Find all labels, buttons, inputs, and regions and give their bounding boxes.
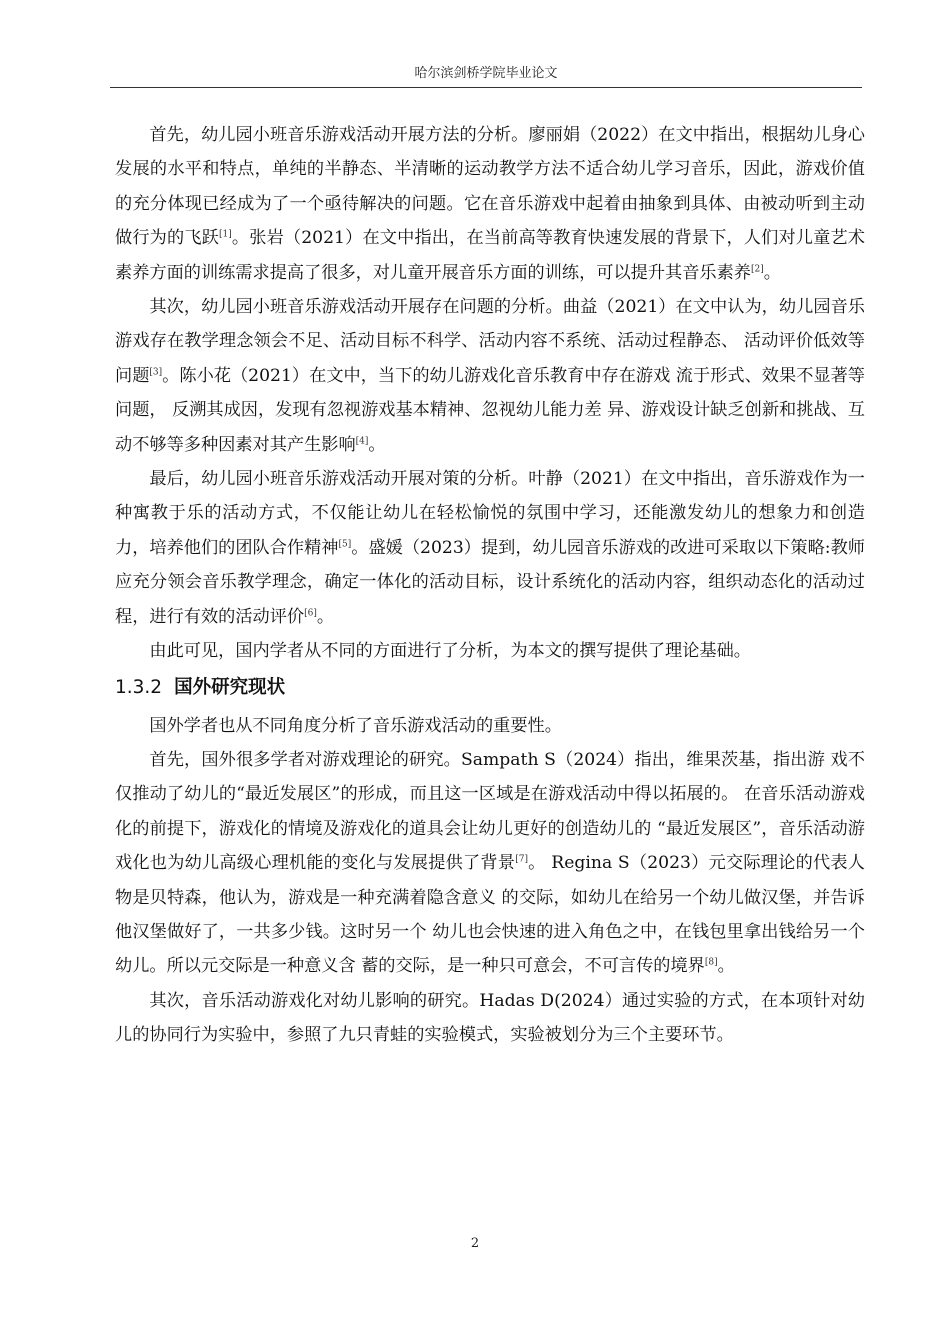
- paragraph: 由此可见，国内学者从不同的方面进行了分析，为本文的撰写提供了理论基础。: [149, 641, 751, 662]
- section-title: 国外研究现状: [174, 676, 286, 698]
- citation[interactable]: [2]: [750, 263, 764, 274]
- citation[interactable]: [5]: [338, 539, 352, 550]
- citation[interactable]: [4]: [355, 435, 369, 446]
- document-body: [115, 118, 865, 1053]
- citation[interactable]: [8]: [704, 957, 718, 968]
- section-number: 1.3.2: [115, 676, 163, 698]
- running-header: 哈尔滨剑桥学院毕业论文: [414, 66, 558, 81]
- citation[interactable]: [1]: [219, 229, 232, 240]
- paragraph: 首先，国外很多学者对游戏理论的研究。Sampath S（2024）指出，维果茨基，指出游 戏不仅推动了幼儿的“最近发展区”的形成，而且这一区域是在游戏活动中得以拓展的。 在音乐活动游戏化的前提下，游戏化的情境及游戏化的道具会让幼儿更好的创造幼儿的 “最近发展区”，音乐活动游戏化也为幼儿高级心理机能的变化与发展提供了背景[7]。 Regina S（2023）元交际理论的代表人物是贝特森，他认为，游戏是一种充满着隐含意义 的交际，如幼儿在给另一个幼儿做汉堡，并告诉他汉堡做好了，一共多少钱。这时另一个 幼儿也会快速的进入角色之中，在钱包里拿出钱给另一个幼儿。所以元交际是一种意义含 蓄的交际，是一种只可意会，不可言传的境界[8]。: [115, 749, 865, 977]
- citation[interactable]: [7]: [515, 854, 528, 865]
- paragraph: 国外学者也从不同角度分析了音乐游戏活动的重要性。: [149, 715, 562, 736]
- paragraph: 最后，幼儿园小班音乐游戏活动开展对策的分析。叶静（2021）在文中指出，音乐游戏作为一种寓教于乐的活动方式，不仅能让幼儿在轻松愉悦的氛围中学习，还能激发幼儿的想象力和创造力，培养他们的团队合作精神[5]。盛媛（2023）提到，幼儿园音乐游戏的改进可采取以下策略:教师应充分领会音乐教学理念，确定一体化的活动目标，设计系统化的活动内容，组织动态化的活动过程，进行有效的活动评价[6]。: [115, 469, 865, 627]
- citation[interactable]: [3]: [149, 367, 163, 378]
- header-rule: [110, 87, 862, 88]
- paragraph: 首先，幼儿园小班音乐游戏活动开展方法的分析。廖丽娟（2022）在文中指出，根据幼儿身心发展的水平和特点，单纯的半静态、半清晰的运动教学方法不适合幼儿学习音乐，因此，游戏价值的充分体现已经成为了一个亟待解决的问题。它在音乐游戏中起着由抽象到具体、由被动听到主动做行为的飞跃[1]。张岩（2021）在文中指出，在当前高等教育快速发展的背景下，人们对儿童艺术素养方面的训练需求提高了很多，对儿童开展音乐方面的训练，可以提升其音乐素养[2]。: [115, 125, 865, 283]
- paragraph: 其次，幼儿园小班音乐游戏活动开展存在问题的分析。曲益（2021）在文中认为，幼儿园音乐游戏存在教学理念领会不足、活动目标不科学、活动内容不系统、活动过程静态、 活动评价低效等问题[3]。陈小花（2021）在文中，当下的幼儿游戏化音乐教育中存在游戏 流于形式、效果不显著等问题， 反溯其成因，发现有忽视游戏基本精神、忽视幼儿能力差 异、游戏设计缺乏创新和挑战、互动不够等多种因素对其产生影响[4]。: [115, 297, 865, 455]
- section-heading: [115, 673, 865, 703]
- citation[interactable]: [6]: [304, 607, 317, 618]
- paragraph: 其次，音乐活动游戏化对幼儿影响的研究。Hadas D(2024）通过实验的方式，在本项针对幼儿的协同行为实验中，参照了九只青蛙的实验模式，实验被划分为三个主要环节。: [115, 990, 865, 1046]
- page-number: 2: [470, 1236, 480, 1251]
